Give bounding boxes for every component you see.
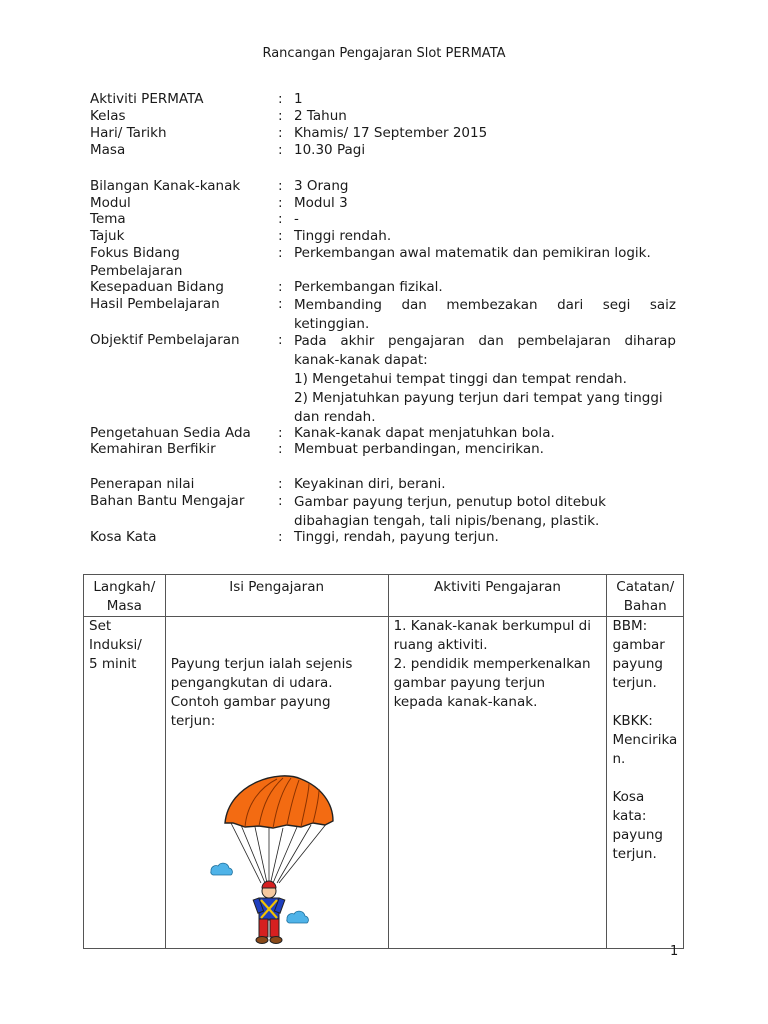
info-value-line: Kanak-kanak dapat menjatuhkan bola.	[294, 425, 555, 441]
info-row-hasil	[90, 296, 690, 332]
info-value	[294, 476, 676, 493]
info-value-line: Pada akhir pengajaran dan pembelajaran diharap	[294, 333, 676, 349]
parachute-illustration	[209, 773, 349, 948]
info-label: Aktiviti PERMATA	[90, 91, 204, 107]
header-isi-pengajaran: Isi Pengajaran	[165, 575, 388, 617]
cell-line: KBKK:	[612, 713, 653, 729]
cell-line: payung	[612, 827, 663, 843]
info-value	[294, 425, 676, 442]
info-value-line: 2 Tahun	[294, 108, 347, 124]
cell-line: terjun.	[612, 846, 657, 862]
cell-isi	[165, 617, 388, 949]
info-colon: :	[278, 91, 283, 107]
cell-catatan	[607, 617, 684, 949]
info-colon: :	[278, 476, 283, 492]
info-value-line: 1	[294, 91, 303, 107]
info-row-aktiviti	[90, 91, 690, 108]
cell-line: 1. Kanak-kanak berkumpul di	[393, 618, 591, 634]
info-colon: :	[278, 493, 283, 509]
header-aktiviti-pengajaran: Aktiviti Pengajaran	[388, 575, 607, 617]
info-value	[294, 108, 676, 125]
info-label: Kosa Kata	[90, 529, 157, 545]
info-value-line: -	[294, 211, 299, 227]
info-label: Kelas	[90, 108, 126, 124]
cell-line: kata:	[612, 808, 647, 824]
cell-line: pengangkutan di udara.	[170, 675, 333, 691]
info-label: Pengetahuan Sedia Ada	[90, 425, 251, 441]
info-colon: :	[278, 245, 283, 261]
info-row-kemahiran	[90, 441, 690, 458]
info-colon: :	[278, 332, 283, 348]
info-row-kosa-kata	[90, 529, 690, 546]
info-value-line: Modul 3	[294, 195, 348, 211]
info-colon: :	[278, 441, 283, 457]
info-value	[294, 91, 676, 108]
info-label	[90, 245, 182, 280]
info-value	[294, 245, 676, 262]
cell-line: Kosa	[612, 789, 645, 805]
cell-line: BBM:	[612, 618, 648, 634]
info-value-line: 10.30 Pagi	[294, 142, 366, 158]
cell-line: payung	[612, 656, 663, 672]
cell-langkah	[84, 617, 166, 949]
info-value-line: 2) Menjatuhkan payung terjun dari tempat yang tinggi	[294, 390, 663, 406]
info-label-line: Pembelajaran	[90, 263, 183, 279]
info-row-bilangan	[90, 178, 690, 195]
lesson-table	[83, 574, 684, 949]
info-value-line: Tinggi, rendah, payung terjun.	[294, 529, 499, 545]
info-value	[294, 296, 676, 334]
info-row-kesepaduan	[90, 279, 690, 296]
info-value	[294, 125, 676, 142]
cell-line: ruang aktiviti.	[393, 637, 488, 653]
info-value	[294, 228, 676, 245]
cell-line: gambar payung terjun	[393, 675, 546, 691]
header-line: Langkah/	[93, 579, 156, 595]
info-value	[294, 142, 676, 159]
info-row-tajuk	[90, 228, 690, 245]
page-number: 1	[670, 944, 679, 959]
info-row-tema	[90, 211, 690, 228]
cell-line	[612, 693, 678, 712]
info-value	[294, 332, 676, 427]
info-row-pengetahuan	[90, 425, 690, 442]
info-value-line: Membuat perbandingan, mencirikan.	[294, 441, 544, 457]
info-value	[294, 529, 676, 546]
info-colon: :	[278, 529, 283, 545]
info-value-line: dan rendah.	[294, 409, 376, 425]
info-value-line: 3 Orang	[294, 178, 349, 194]
cell-line: n.	[612, 751, 626, 767]
table-row	[84, 617, 684, 949]
info-value	[294, 178, 676, 195]
info-row-fokus-bidang	[90, 245, 690, 281]
info-value-line: Perkembangan awal matematik dan pemikiran logik.	[294, 245, 651, 261]
cell-line: Mencirika	[612, 732, 678, 748]
info-value	[294, 279, 676, 296]
cell-line: Set	[89, 618, 112, 634]
cloud-right	[286, 911, 308, 923]
info-colon: :	[278, 178, 283, 194]
cell-line: Contoh gambar payung	[170, 694, 331, 710]
info-value-line: Khamis/ 17 September 2015	[294, 125, 488, 141]
header-line: Bahan	[623, 598, 667, 614]
info-label: Tajuk	[90, 228, 125, 244]
info-colon: :	[278, 195, 283, 211]
cell-line: kepada kanak-kanak.	[393, 694, 538, 710]
info-value	[294, 441, 676, 458]
info-label: Kesepaduan Bidang	[90, 279, 224, 295]
cell-line	[612, 769, 678, 788]
info-row-penerapan	[90, 476, 690, 493]
parachute-cords	[231, 823, 327, 883]
info-label: Hasil Pembelajaran	[90, 296, 220, 312]
info-colon: :	[278, 228, 283, 244]
info-label: Modul	[90, 195, 131, 211]
info-colon: :	[278, 108, 283, 124]
info-colon: :	[278, 425, 283, 441]
cell-line: terjun.	[612, 675, 657, 691]
info-label: Hari/ Tarikh	[90, 125, 167, 141]
table-header-row	[84, 575, 684, 617]
header-line: Catatan/	[616, 579, 675, 595]
header-line: Masa	[106, 598, 142, 614]
cell-line: gambar	[612, 637, 665, 653]
info-label: Tema	[90, 211, 126, 227]
info-label: Objektif Pembelajaran	[90, 332, 240, 348]
info-value-line: 1) Mengetahui tempat tinggi dan tempat rendah.	[294, 371, 627, 387]
info-row-masa	[90, 142, 690, 159]
info-label: Bilangan Kanak-kanak	[90, 178, 241, 194]
info-row-kelas	[90, 108, 690, 125]
info-colon: :	[278, 125, 283, 141]
info-value-line: Gambar payung terjun, penutup botol ditebuk	[294, 494, 606, 510]
info-value-line: dibahagian tengah, tali nipis/benang, plastik.	[294, 513, 600, 529]
info-label: Masa	[90, 142, 126, 158]
info-value	[294, 211, 676, 228]
header-catatan-bahan	[607, 575, 684, 617]
cell-line: 5 minit	[89, 656, 137, 672]
info-value-line: Tinggi rendah.	[294, 228, 392, 244]
info-colon: :	[278, 279, 283, 295]
page-title: Rancangan Pengajaran Slot PERMATA	[262, 46, 506, 61]
info-row-modul	[90, 195, 690, 212]
info-label: Bahan Bantu Mengajar	[90, 493, 245, 509]
info-colon: :	[278, 142, 283, 158]
info-row-bahan	[90, 493, 690, 529]
info-label: Penerapan nilai	[90, 476, 195, 492]
info-colon: :	[278, 211, 283, 227]
info-label-line: Fokus Bidang	[90, 245, 180, 261]
cell-line: terjun:	[170, 713, 216, 729]
info-value-line: Keyakinan diri, berani.	[294, 476, 446, 492]
info-value	[294, 195, 676, 212]
info-colon: :	[278, 296, 283, 312]
info-row-objektif	[90, 332, 690, 424]
info-value-line: ketinggian.	[294, 316, 370, 332]
header-langkah-masa	[84, 575, 166, 617]
info-value	[294, 493, 676, 531]
cell-line: Induksi/	[89, 637, 142, 653]
cell-line: 2. pendidik memperkenalkan	[393, 656, 591, 672]
info-label: Kemahiran Berfikir	[90, 441, 216, 457]
cell-aktiviti	[388, 617, 607, 949]
info-row-hari-tarikh	[90, 125, 690, 142]
parachutist	[253, 881, 285, 944]
cell-line: Payung terjun ialah sejenis	[170, 656, 353, 672]
info-value-line: Perkembangan fizikal.	[294, 279, 443, 295]
info-value-line: Membanding dan membezakan dari segi saiz	[294, 297, 676, 313]
cloud-left	[210, 863, 232, 875]
info-value-line: kanak-kanak dapat:	[294, 352, 428, 368]
